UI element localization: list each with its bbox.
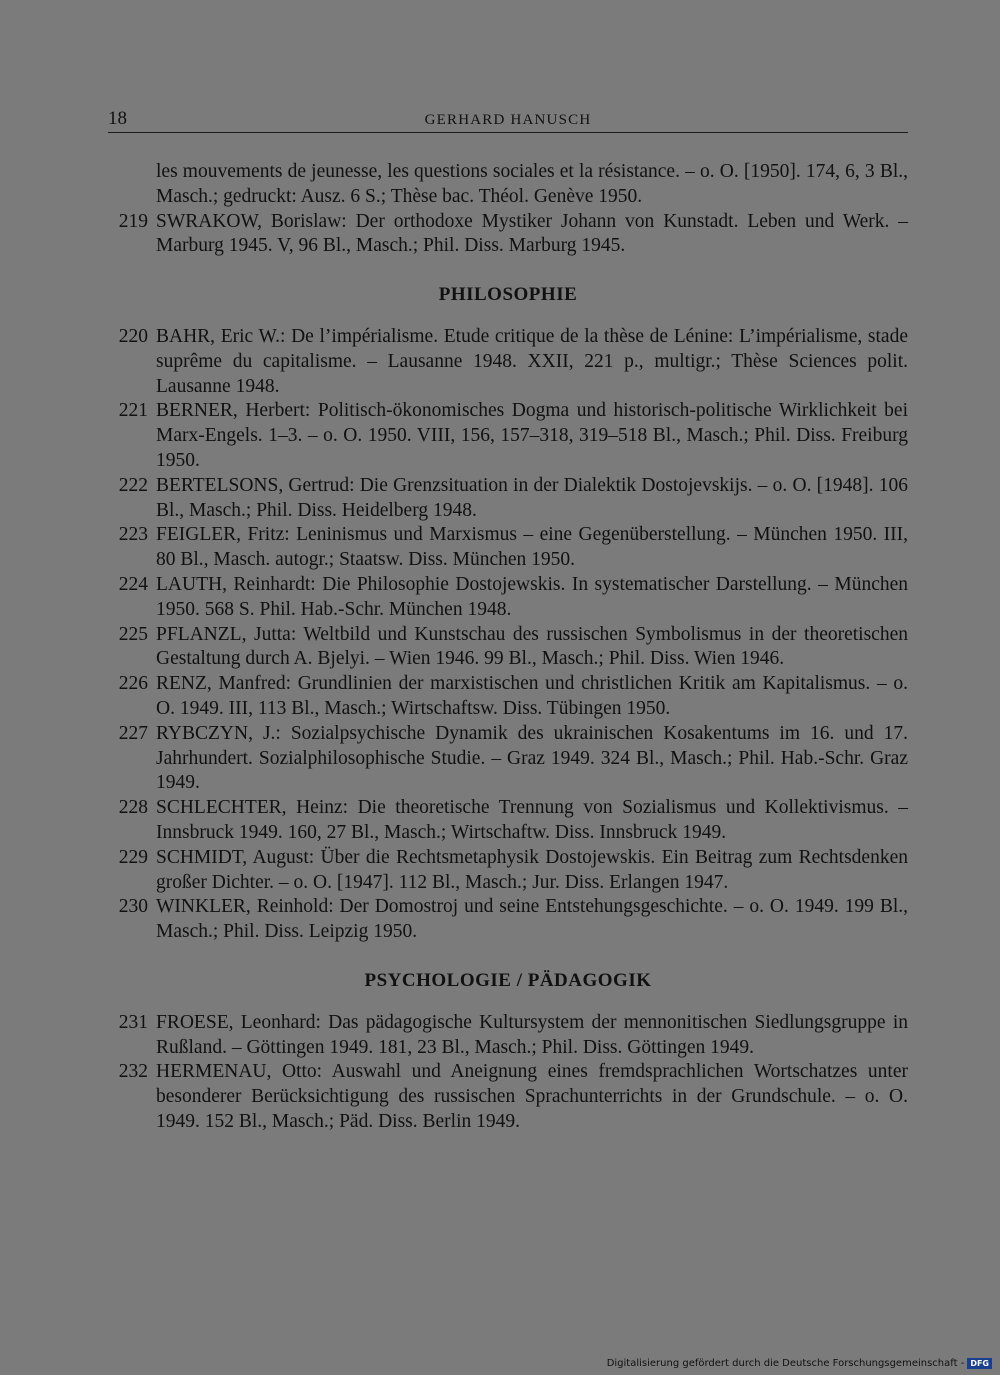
bibliography-entry — [108, 399, 908, 473]
bibliography-entry — [108, 672, 908, 722]
bibliography-entry — [108, 846, 908, 896]
entry-number: 219 — [118, 210, 148, 232]
entry-number: 227 — [118, 722, 148, 744]
entry-number: 221 — [118, 400, 148, 422]
entry-text: BAHR, Eric W.: De l’impérialisme. Etude critique de la thèse de Lénine: L’impérialisme, stade suprême du capitalisme. – Lausanne 1948. XXII, 221 p., multigr.; Thèse Sciences polit. Lausanne 1948. — [156, 325, 908, 397]
running-head — [108, 108, 908, 133]
entry-list — [108, 210, 908, 260]
dfg-logo: DFG — [967, 1358, 992, 1369]
entry-number: 224 — [118, 573, 148, 595]
bibliography-body — [108, 160, 908, 1135]
footer-text: Digitalisierung gefördert durch die Deutsche Forschungsgemeinschaft - — [606, 1358, 965, 1369]
sections — [108, 283, 908, 1135]
entry-number: 228 — [118, 797, 148, 819]
footer-credit — [607, 1358, 992, 1369]
entry-text: HERMENAU, Otto: Auswahl und Aneignung eines fremdsprachlichen Wortschatzes unter besonderer Berücksichtigung des russischen Sprachunterrichts in der Grundschule. – o. O. 1949. 152 Bl., Masch.; Päd. Diss. Berlin 1949. — [156, 1061, 908, 1132]
entry-text: LAUTH, Reinhardt: Die Philosophie Dostojewskis. In systematischer Darstellung. – München 1950. 568 S. Phil. Hab.-Schr. München 1948. — [156, 573, 908, 620]
bibliography-entry — [108, 623, 908, 673]
entry-text: SWRAKOW, Borislaw: Der orthodoxe Mystiker Johann von Kunstadt. Leben und Werk. – Marburg 1945. V, 96 Bl., Masch.; Phil. Diss. Marburg 1945. — [156, 210, 908, 257]
bibliography-entry — [108, 325, 908, 399]
entry-text: SCHLECHTER, Heinz: Die theoretische Trennung von Sozialismus und Kollektivismus. – Innsbruck 1949. 160, 27 Bl., Masch.; Wirtschaftw. Diss. Innsbruck 1949. — [156, 797, 908, 843]
page-number: 18 — [108, 108, 127, 129]
bibliography-entry — [108, 796, 908, 846]
entry-number: 223 — [118, 524, 148, 546]
entry-text: BERTELSONS, Gertrud: Die Grenzsituation in der Dialektik Dostojevskijs. – o. O. [1948]. 106 Bl., Masch.; Phil. Diss. Heidelberg 1948. — [156, 474, 908, 521]
entry-number: 226 — [118, 673, 148, 695]
entry-number: 230 — [118, 896, 148, 918]
continued-entry — [108, 160, 908, 210]
bibliography-entry — [108, 573, 908, 623]
entry-number: 229 — [118, 846, 148, 868]
entry-number: 231 — [118, 1011, 148, 1033]
bibliography-entry — [108, 722, 908, 796]
bibliography-entry — [108, 474, 908, 524]
bibliography-entry — [108, 210, 908, 260]
entry-text: les mouvements de jeunesse, les questions sociales et la résistance. – o. O. [1950]. 174, 6, 3 Bl., Masch.; gedruckt: Ausz. 6 S.; Thèse bac. Théol. Genève 1950. — [156, 161, 908, 207]
bibliography-entry — [108, 523, 908, 573]
entry-text: WINKLER, Reinhold: Der Domostroj und seine Entstehungsgeschichte. – o. O. 1949. 199 Bl., Masch.; Phil. Diss. Leipzig 1950. — [156, 896, 908, 943]
entry-text: FEIGLER, Fritz: Leninismus und Marxismus – eine Gegenüberstellung. – München 1950. III, 80 Bl., Masch. autogr.; Staatsw. Diss. München 1950. — [156, 524, 908, 571]
entry-text: BERNER, Herbert: Politisch-ökonomisches Dogma und historisch-politische Wirklichkeit bei Marx-Engels. 1–3. – o. O. 1950. VIII, 156, 157–318, 319–518 Bl., Masch.; Phil. Diss. Freiburg 1950. — [156, 400, 908, 471]
section-heading: PHILOSOPHIE — [438, 284, 578, 306]
entry-number: 232 — [118, 1061, 148, 1083]
entry-text: SCHMIDT, August: Über die Rechtsmetaphysik Dostojewskis. Ein Beitrag zum Rechtsdenken großer Dichter. – o. O. [1947]. 112 Bl., Masch.; Jur. Diss. Erlangen 1947. — [156, 846, 908, 893]
entry-text: RENZ, Manfred: Grundlinien der marxistischen und christlichen Kritik am Kapitalismus. – o. O. 1949. III, 113 Bl., Masch.; Wirtschaftsw. Diss. Tübingen 1950. — [156, 673, 908, 719]
entry-text: RYBCZYN, J.: Sozialpsychische Dynamik des ukrainischen Kosakentums im 16. und 17. Jahrhundert. Sozialphilosophische Studie. – Graz 1949. 324 Bl., Masch.; Phil. Hab.-Schr. Graz 1949. — [156, 722, 908, 794]
entry-number: 220 — [118, 325, 148, 347]
section-heading: PSYCHOLOGIE / PÄDAGOGIK — [364, 969, 652, 991]
entry-text: PFLANZL, Jutta: Weltbild und Kunstschau des russischen Symbolismus in der theoretischen Gestaltung durch A. Bjelyi. – Wien 1946. 99 Bl., Masch.; Phil. Diss. Wien 1946. — [156, 623, 908, 670]
running-title: GERHARD HANUSCH — [424, 112, 592, 128]
entry-number: 222 — [118, 474, 148, 496]
bibliography-entry — [108, 895, 908, 945]
bibliography-entry — [108, 1060, 908, 1134]
bibliography-entry — [108, 1011, 908, 1061]
entry-number: 225 — [118, 623, 148, 645]
entry-text: FROESE, Leonhard: Das pädagogische Kultursystem der mennonitischen Siedlungsgruppe in Rußland. – Göttingen 1949. 181, 23 Bl., Masch.; Phil. Diss. Göttingen 1949. — [156, 1011, 908, 1058]
